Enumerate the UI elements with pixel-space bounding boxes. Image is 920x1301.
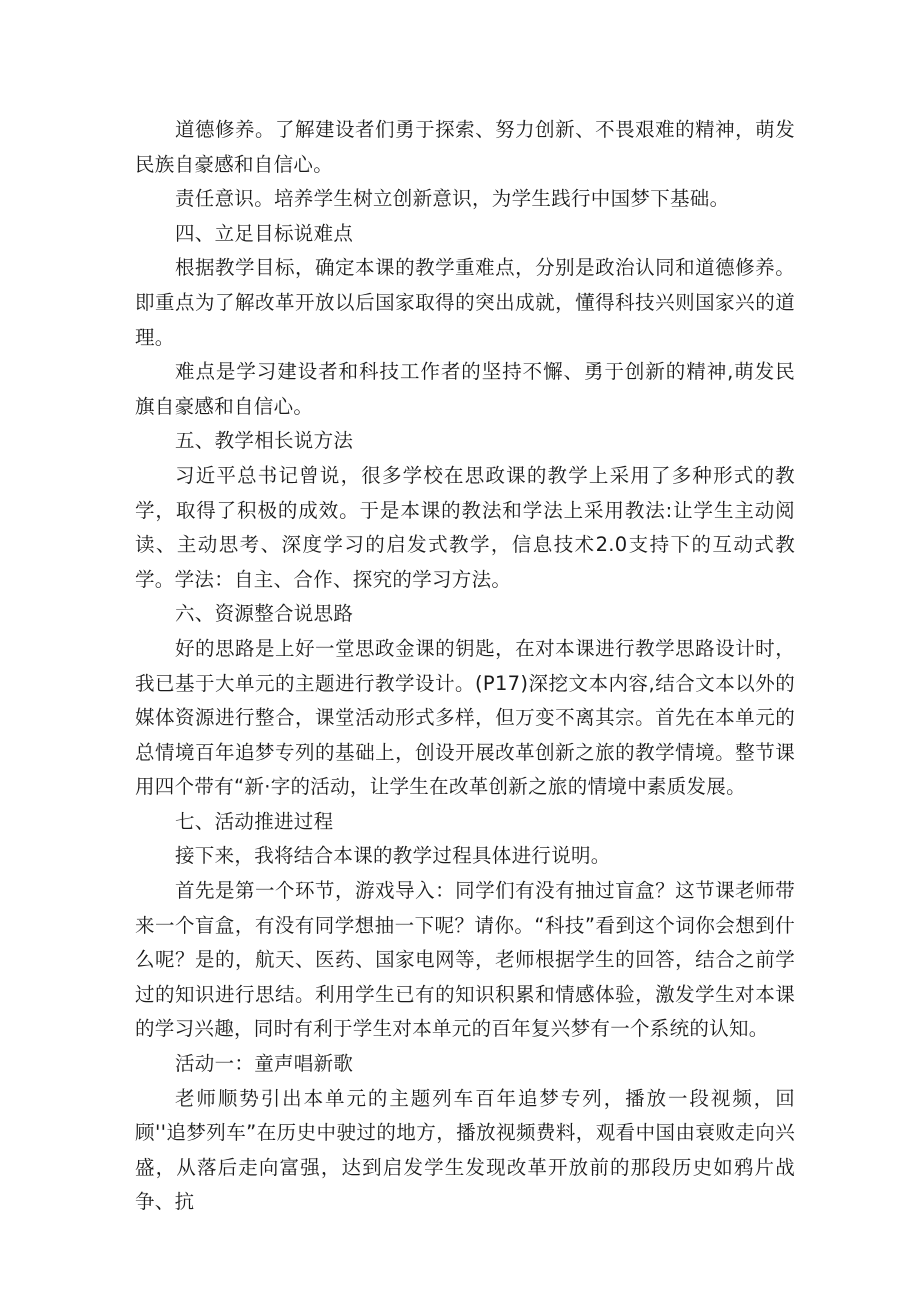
document-body <box>135 113 795 1220</box>
paragraph-activity-1: 老师顺势引出本单元的主题列车百年追梦专列，播放一段视频，回顾''追梦列车”在历史中驶过的地方，播放视频费料，观看中国由衰败走向兴盛，从落后走向富强，达到启发学生发现改革开放前的那段历史如鸦片战争、抗 <box>135 1086 795 1214</box>
paragraph-sense-of-responsibility: 责任意识。培养学生树立创新意识，为学生践行中国梦下基础。 <box>175 187 730 211</box>
heading-section-5: 五、教学相长说方法 <box>175 429 354 453</box>
paragraph-process-intro: 接下来，我将结合本课的教学过程具体进行说明。 <box>175 844 611 868</box>
heading-section-4: 四、立足目标说难点 <box>175 221 354 245</box>
heading-section-7: 七、活动推进过程 <box>175 809 334 833</box>
paragraph-game-intro: 首先是第一个环节，游戏导入：同学们有没有抽过盲盒？这节课老师带来一个盲盒，有没有同学想抽一下呢？请你。“科技”看到这个词你会想到什么呢？是的，航天、医药、国家电网等，老师根据学生的回答，结合之前学过的知识进行思结。利用学生已有的知识积累和情感体验，激发学生对本课的学习兴趣，同时有利于学生对本单元的百年复兴梦有一个系统的认知。 <box>135 879 795 1041</box>
paragraph-moral-cultivation: 道德修养。了解建设者们勇于探索、努力创新、不畏艰难的精神，萌发民族自豪感和自信心。 <box>135 118 795 176</box>
heading-section-6: 六、资源整合说思路 <box>175 602 354 626</box>
paragraph-teaching-methods: 习近平总书记曾说，很多学校在思政课的教学上采用了多种形式的教学，取得了积极的成效。于是本课的教法和学法上采用教法:让学生主动阅读、主动思考、深度学习的启发式教学，信息技术2.0支持下的互动式教学。学法：自主、合作、探究的学习方法。 <box>135 463 795 591</box>
paragraph-design-approach: 好的思路是上好一堂思政金课的钥匙，在对本课进行教学思路设计时，我已基于大单元的主题进行教学设计。(P17)深挖文本内容,结合文本以外的媒体资源进行整合，课堂活动形式多样，但万变不离其宗。首先在本单元的总情境百年追梦专列的基础上，创设开展改革创新之旅的教学情境。整节课用四个带有“新·字的活动，让学生在改革创新之旅的情境中素质发展。 <box>135 636 795 799</box>
heading-activity-1: 活动一：童声唱新歌 <box>175 1052 354 1076</box>
paragraph-key-points: 根据教学目标，确定本课的教学重难点，分别是政治认同和道德修养。即重点为了解改革开放以后国家取得的突出成就，懂得科技兴则国家兴的道理。 <box>135 256 795 349</box>
paragraph-difficult-points: 难点是学习建设者和科技工作者的坚持不懈、勇于创新的精神,萌发民旗自豪感和自信心。 <box>135 360 795 418</box>
